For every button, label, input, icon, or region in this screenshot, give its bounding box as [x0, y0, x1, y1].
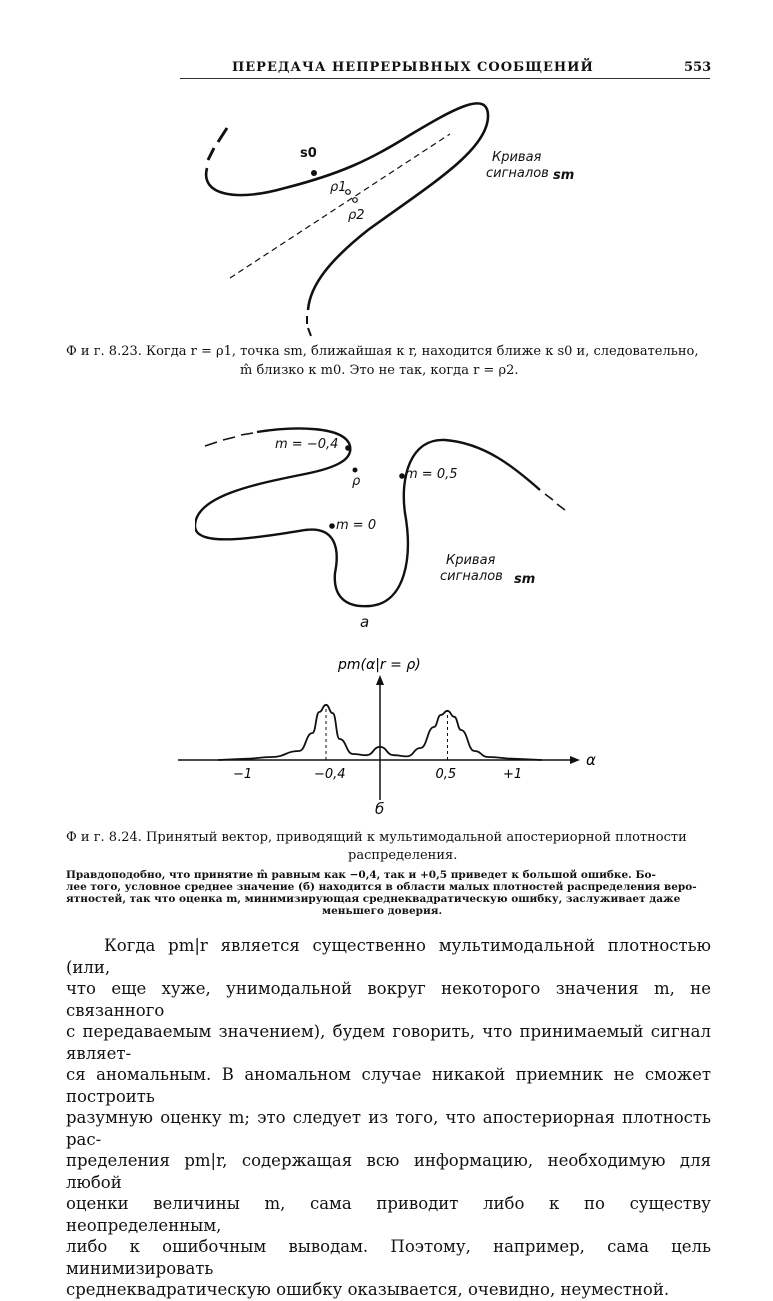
- curve-label-symbol: sm: [514, 572, 536, 587]
- x-tick-label: −1: [233, 767, 253, 782]
- point-m-pos: [399, 473, 405, 479]
- caption-fig-8-24-line1: Ф и г. 8.24. Принятый вектор, приводящий к мультимодальной апостериорной плотности: [66, 830, 687, 845]
- point-rho: [353, 468, 358, 473]
- point-rho2: [353, 198, 358, 203]
- signal-curve: [206, 103, 488, 310]
- label-rho: ρ: [352, 474, 361, 489]
- header-rule: [180, 78, 710, 79]
- signal-curve-dashed-bottom: [307, 316, 311, 336]
- x-axis-arrow: [570, 756, 580, 764]
- curve-label-line1: Кривая: [446, 553, 496, 568]
- figure-8-24a: [195, 418, 575, 628]
- label-rho2: ρ2: [348, 208, 365, 223]
- note-line2: лее того, условное среднее значение (б) находится в области малых плотностей распределения веро-: [66, 881, 697, 893]
- body-line-3: с передаваемым значением), будем говорить, что принимаемый сигнал являет-: [66, 1022, 711, 1063]
- y-axis-arrow: [376, 675, 384, 685]
- page-number: 553: [684, 60, 712, 75]
- caption-fig-8-24-line2: распределения.: [348, 848, 458, 863]
- label-m-neg: m = −0,4: [275, 437, 339, 452]
- curve-label-line2: сигналов: [486, 166, 549, 181]
- point-m-neg: [345, 445, 351, 451]
- caption-fig-8-23-line1: Ф и г. 8.23. Когда r = ρ1, точка sm, ближайшая к r, находится ближе к s0 и, следовательно,: [66, 344, 699, 359]
- dashed-line: [230, 134, 450, 278]
- running-header-title: ПЕРЕДАЧА НЕПРЕРЫВНЫХ СООБЩЕНИЙ: [232, 60, 594, 75]
- signal-curve-dashed-left: [205, 433, 253, 446]
- label-s0: s0: [300, 146, 317, 161]
- y-axis-label: pm(α|r = ρ): [338, 657, 421, 673]
- sublabel-a: a: [360, 613, 370, 631]
- body-line-1: Когда pm|r является существенно мультимодальной плотностью (или,: [66, 936, 711, 977]
- caption-fig-8-23-line2: m̂ близко к m0. Это не так, когда r = ρ2.: [240, 363, 519, 378]
- body-line-4: ся аномальным. В аномальном случае никакой приемник не сможет построить: [66, 1065, 711, 1106]
- body-line-5: разумную оценку m; это следует из того, что апостериорная плотность рас-: [66, 1108, 711, 1149]
- body-line-9: среднеквадратическую ошибку оказывается, очевидно, неуместной.: [66, 1280, 670, 1299]
- signal-curve-dashed-right: [545, 494, 565, 510]
- label-m-zero: m = 0: [336, 518, 377, 533]
- note-line4: меньшего доверия.: [322, 905, 443, 917]
- body-paragraph: [66, 935, 711, 1301]
- curve-label-symbol: sm: [553, 168, 575, 183]
- x-tick-label: 0,5: [435, 767, 457, 782]
- x-axis-label: α: [586, 751, 596, 769]
- note-line3: ятностей, так что оценка m, минимизирующая среднеквадратическую ошибку, заслуживает даже: [66, 893, 681, 905]
- x-tick-label: −0,4: [314, 767, 346, 782]
- figure-8-23: [190, 90, 570, 340]
- point-m-zero: [329, 523, 335, 529]
- x-tick-label: +1: [503, 767, 523, 782]
- body-line-7: оценки величины m, сама приводит либо к по существу неопределенным,: [66, 1194, 711, 1235]
- body-line-6: пределения pm|r, содержащая всю информацию, необходимую для любой: [66, 1151, 711, 1192]
- note-line1: Правдоподобно, что принятие m̂ равным как −0,4, так и +0,5 приведет к большой ошибке. Бо-: [66, 869, 656, 881]
- signal-curve-dashed-top: [208, 128, 227, 160]
- sublabel-b: б: [375, 800, 385, 818]
- body-line-8: либо к ошибочным выводам. Поэтому, например, сама цель минимизировать: [66, 1237, 711, 1278]
- point-s0: [311, 170, 317, 176]
- body-line-2: что еще хуже, унимодальной вокруг некоторого значения m, не связанного: [66, 979, 711, 1020]
- label-m-pos: m = 0,5: [405, 467, 458, 482]
- figure-8-24b-chart: [170, 645, 610, 825]
- curve-label-line1: Кривая: [492, 150, 542, 165]
- curve-label-line2: сигналов: [440, 569, 503, 584]
- label-rho1: ρ1: [330, 180, 347, 195]
